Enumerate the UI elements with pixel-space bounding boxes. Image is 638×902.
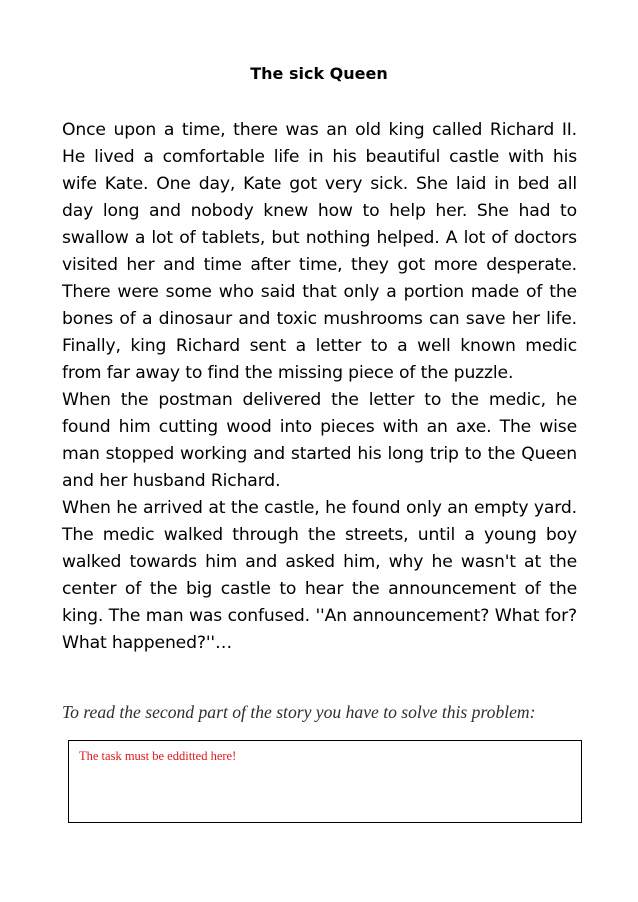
story-paragraph-2: When the postman delivered the letter to the medic, he found him cutting wood into pieces with an axe. The wise man stopped working and started his long trip to the Queen and her husband Richard. xyxy=(62,390,577,491)
story-paragraph-3: When he arrived at the castle, he found only an empty yard. The medic walked through the streets, until a young boy walked towards him and asked him, why he wasn't at the center of the big castle to hear the announcement of the king. The man was confused. ''An announcement? What for? What happened?''… xyxy=(62,498,577,653)
task-placeholder-text: The task must be edditted here! xyxy=(79,749,237,763)
story-body xyxy=(62,117,577,657)
task-box[interactable] xyxy=(68,740,582,823)
story-paragraph-1: Once upon a time, there was an old king called Richard II. He lived a comfortable life in his beautiful castle with his wife Kate. One day, Kate got very sick. She laid in bed all day long and nobody knew how to help her. She had to swallow a lot of tablets, but nothing helped. A lot of doctors visited her and time after time, they got more desperate. There were some who said that only a portion made of the bones of a dinosaur and toxic mushrooms can save her life. Finally, king Richard sent a letter to a well known medic from far away to find the missing piece of the puzzle. xyxy=(62,120,577,383)
story-title: The sick Queen xyxy=(250,64,388,83)
problem-prompt: To read the second part of the story you have to solve this problem: xyxy=(62,702,536,722)
